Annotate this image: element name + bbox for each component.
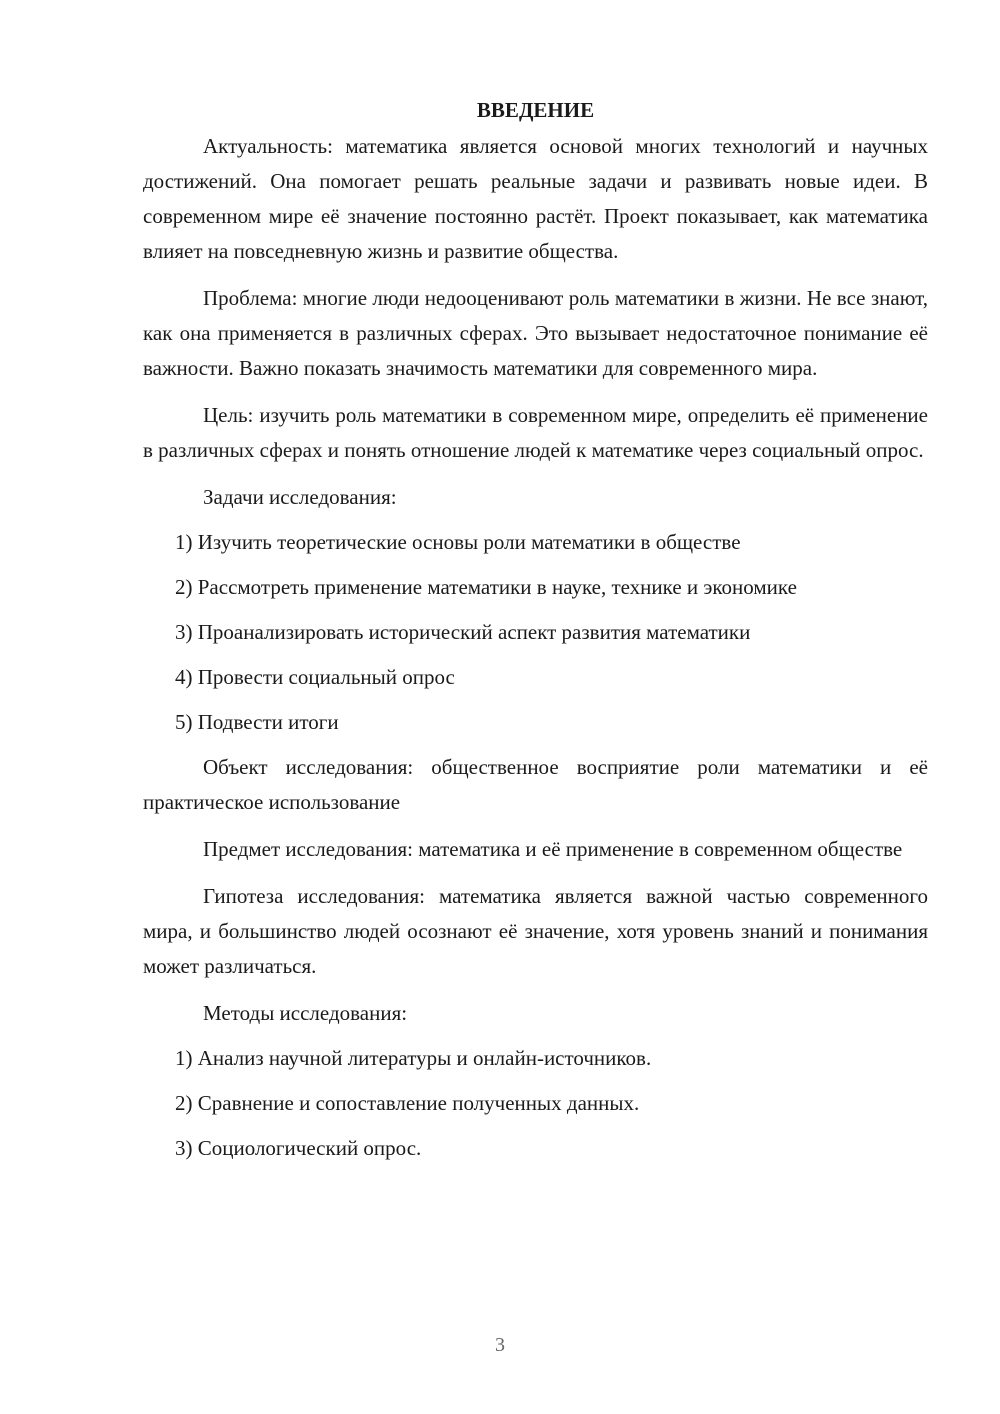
paragraph-relevance: Актуальность: математика является основой многих технологий и научных достижений. Она помогает решать реальные задачи и развивать новые идеи. В современном мире её значение постоянно растёт. Проект показывает, как математика влияет на повседневную жизнь и развитие общества.: [143, 134, 928, 263]
list-item: 4) Провести социальный опрос: [175, 665, 455, 689]
list-item: 2) Рассмотреть применение математики в науке, технике и экономике: [175, 575, 797, 599]
list-item: 3) Проанализировать исторический аспект развития математики: [175, 620, 751, 644]
methods-title: Методы исследования:: [203, 1001, 408, 1025]
paragraph-hypothesis: Гипотеза исследования: математика является важной частью современного мира, и большинство людей осознают её значение, хотя уровень знаний и понимания может различаться.: [143, 884, 928, 978]
tasks-title: Задачи исследования:: [203, 485, 397, 509]
page-number: 3: [495, 1334, 505, 1356]
paragraph-object: Объект исследования: общественное восприятие роли математики и её практическое использование: [143, 755, 928, 814]
list-item: 1) Анализ научной литературы и онлайн-источников.: [175, 1046, 652, 1070]
list-item: 3) Социологический опрос.: [175, 1136, 422, 1160]
page-content: [143, 93, 928, 1176]
paragraph-problem: Проблема: многие люди недооценивают роль математики в жизни. Не все знают, как она применяется в различных сферах. Это вызывает недостаточное понимание её важности. Важно показать значимость математики для современного мира.: [143, 286, 928, 380]
page-title: ВВЕДЕНИЕ: [476, 98, 595, 122]
list-item: 2) Сравнение и сопоставление полученных данных.: [175, 1091, 640, 1115]
tasks-list: [143, 525, 928, 740]
paragraph-goal: Цель: изучить роль математики в современном мире, определить её применение в различных сферах и понять отношение людей к математике через социальный опрос.: [143, 403, 928, 462]
paragraph-subject: Предмет исследования: математика и её применение в современном обществе: [203, 837, 903, 861]
methods-list: [143, 1041, 928, 1166]
list-item: 5) Подвести итоги: [175, 710, 339, 734]
list-item: 1) Изучить теоретические основы роли математики в обществе: [175, 530, 741, 554]
